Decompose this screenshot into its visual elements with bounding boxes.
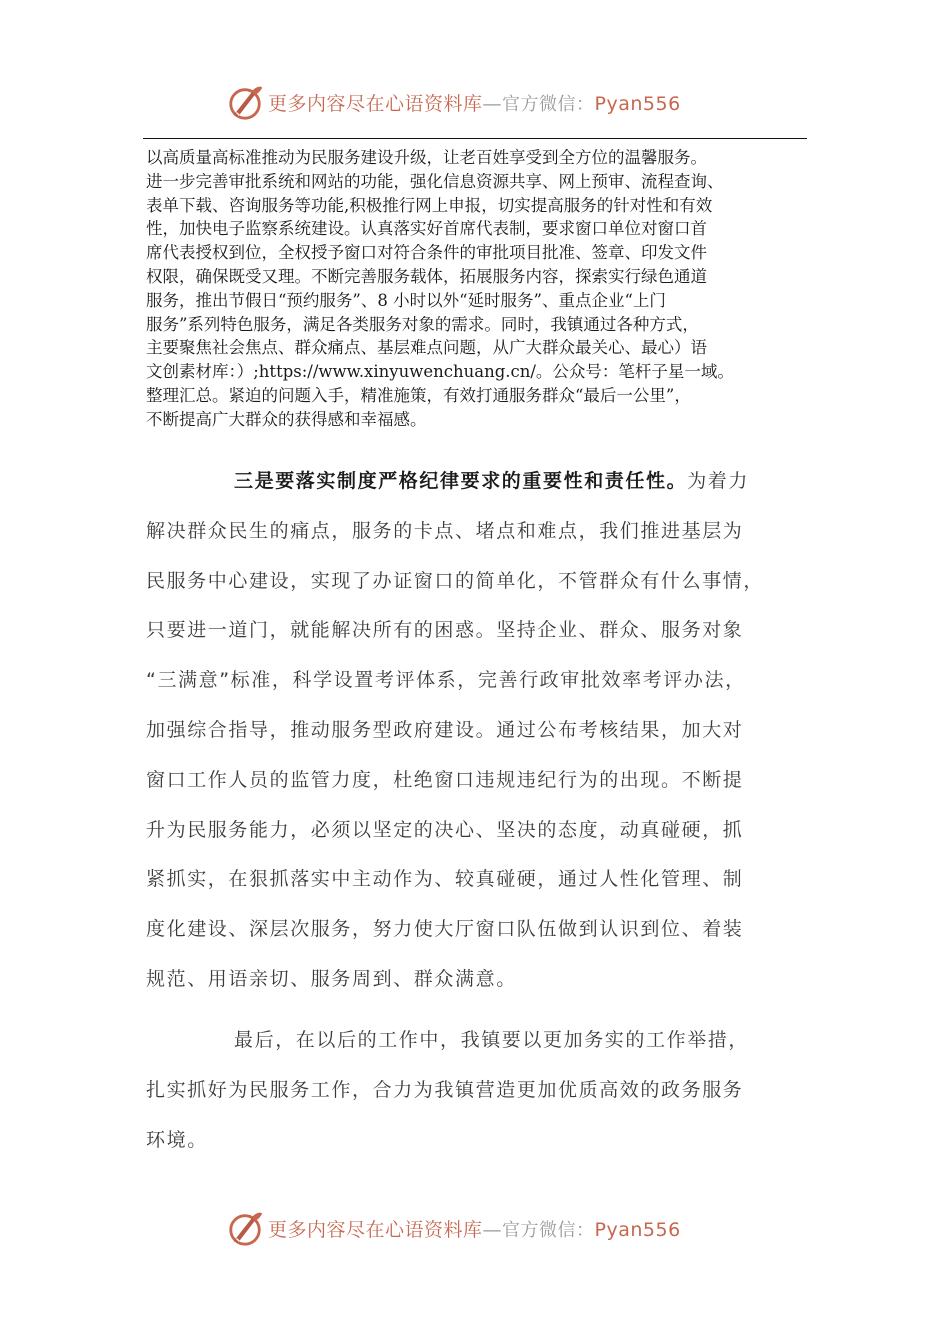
header-separator: — xyxy=(482,92,503,115)
text-line: 度化建设、深层次服务，努力使大厅窗口队伍做到认识到位、着装 xyxy=(146,918,744,941)
paragraph-1 xyxy=(146,146,806,432)
text-line: 性，加快电子监察系统建设。认真落实好首席代表制，要求窗口单位对窗口首 xyxy=(146,219,707,239)
paragraph-2-first-line-rest: 为着力 xyxy=(687,470,750,492)
footer-separator: — xyxy=(482,1218,503,1241)
text-line: 进一步完善审批系统和网站的功能，强化信息资源共享、网上预审、流程查询、 xyxy=(146,171,724,191)
text-line: 窗口工作人员的监管力度，杜绝窗口违规违纪行为的出现。不断提 xyxy=(146,768,744,791)
header-wechat-id: Pyan556 xyxy=(594,92,681,115)
paragraph-2 xyxy=(146,457,806,1005)
text-line: 主要聚焦社会焦点、群众痛点、基层难点问题，从广大群众最关心、最心）语 xyxy=(146,338,707,358)
footer-wechat-label: 官方微信： xyxy=(502,1219,595,1241)
text-line: 服务，推出节假日“预约服务”、8 小时以外“延时服务”、重点企业“上门 xyxy=(146,290,666,310)
header-wechat-label: 官方微信： xyxy=(502,93,595,115)
text-line: 最后，在以后的工作中，我镇要以更加务实的工作举措， xyxy=(234,1029,750,1051)
text-line: 加强综合指导，推动服务型政府建设。通过公布考核结果，加大对 xyxy=(146,718,744,741)
text-line: 表单下载、咨询服务等功能,积极推行网上申报，切实提高服务的针对性和有效 xyxy=(146,195,713,215)
paragraph-3 xyxy=(146,1016,806,1165)
text-line: 服务”系列特色服务，满足各类服务对象的需求。同时，我镇通过各种方式， xyxy=(146,314,699,334)
paragraph-2-first-line xyxy=(146,457,806,507)
header-banner xyxy=(0,80,950,124)
text-line: 只要进一道门，就能解决所有的困惑。坚持企业、群众、服务对象 xyxy=(146,619,744,642)
text-line: 以高质量高标准推动为民服务建设升级，让老百姓享受到全方位的温馨服务。 xyxy=(146,148,707,167)
footer-wechat-id: Pyan556 xyxy=(594,1218,681,1241)
footer-site-text: 更多内容尽在心语资料库 xyxy=(268,1218,483,1241)
text-line: “三满意”标准，科学设置考评体系，完善行政审批效率考评办法， xyxy=(146,669,746,692)
header-divider xyxy=(143,138,807,139)
text-line: 解决群众民生的痛点，服务的卡点、堵点和难点，我们推进基层为 xyxy=(146,519,744,542)
text-line: 民服务中心建设，实现了办证窗口的简单化，不管群众有什么事情， xyxy=(146,569,765,592)
quill-pen-logo-icon xyxy=(226,83,264,121)
text-line: 席代表授权到位，全权授予窗口对符合条件的审批项目批准、签章、印发文件 xyxy=(146,243,707,263)
header-site-text: 更多内容尽在心语资料库 xyxy=(268,92,483,115)
text-line: 权限，确保既受又理。不断完善服务载体，拓展服务内容，探索实行绿色通道 xyxy=(146,266,707,286)
text-line: 扎实抓好为民服务工作，合力为我镇营造更加优质高效的政务服务 xyxy=(146,1078,744,1101)
text-line: 不断提高广大群众的获得感和幸福感。 xyxy=(146,409,427,429)
text-line: 规范、用语亲切、服务周到、群众满意。 xyxy=(146,967,517,990)
text-line: 文创素材库：）;https://www.xinyuwenchuang.cn/。公众号：笔杆子星一域。 xyxy=(146,362,734,382)
text-line: 整理汇总。紧迫的问题入手，精准施策，有效打通服务群众“最后一公里”， xyxy=(146,385,691,405)
quill-pen-logo-icon xyxy=(226,1209,264,1247)
text-line: 升为民服务能力，必须以坚定的决心、坚决的态度，动真碰硬，抓 xyxy=(146,818,744,841)
text-line: 环境。 xyxy=(146,1128,208,1151)
paragraph-2-heading: 三是要落实制度严格纪律要求的重要性和责任性。 xyxy=(234,470,688,492)
text-line: 紧抓实，在狠抓落实中主动作为、较真碰硬，通过人性化管理、制 xyxy=(146,868,744,891)
footer-banner xyxy=(0,1206,950,1250)
